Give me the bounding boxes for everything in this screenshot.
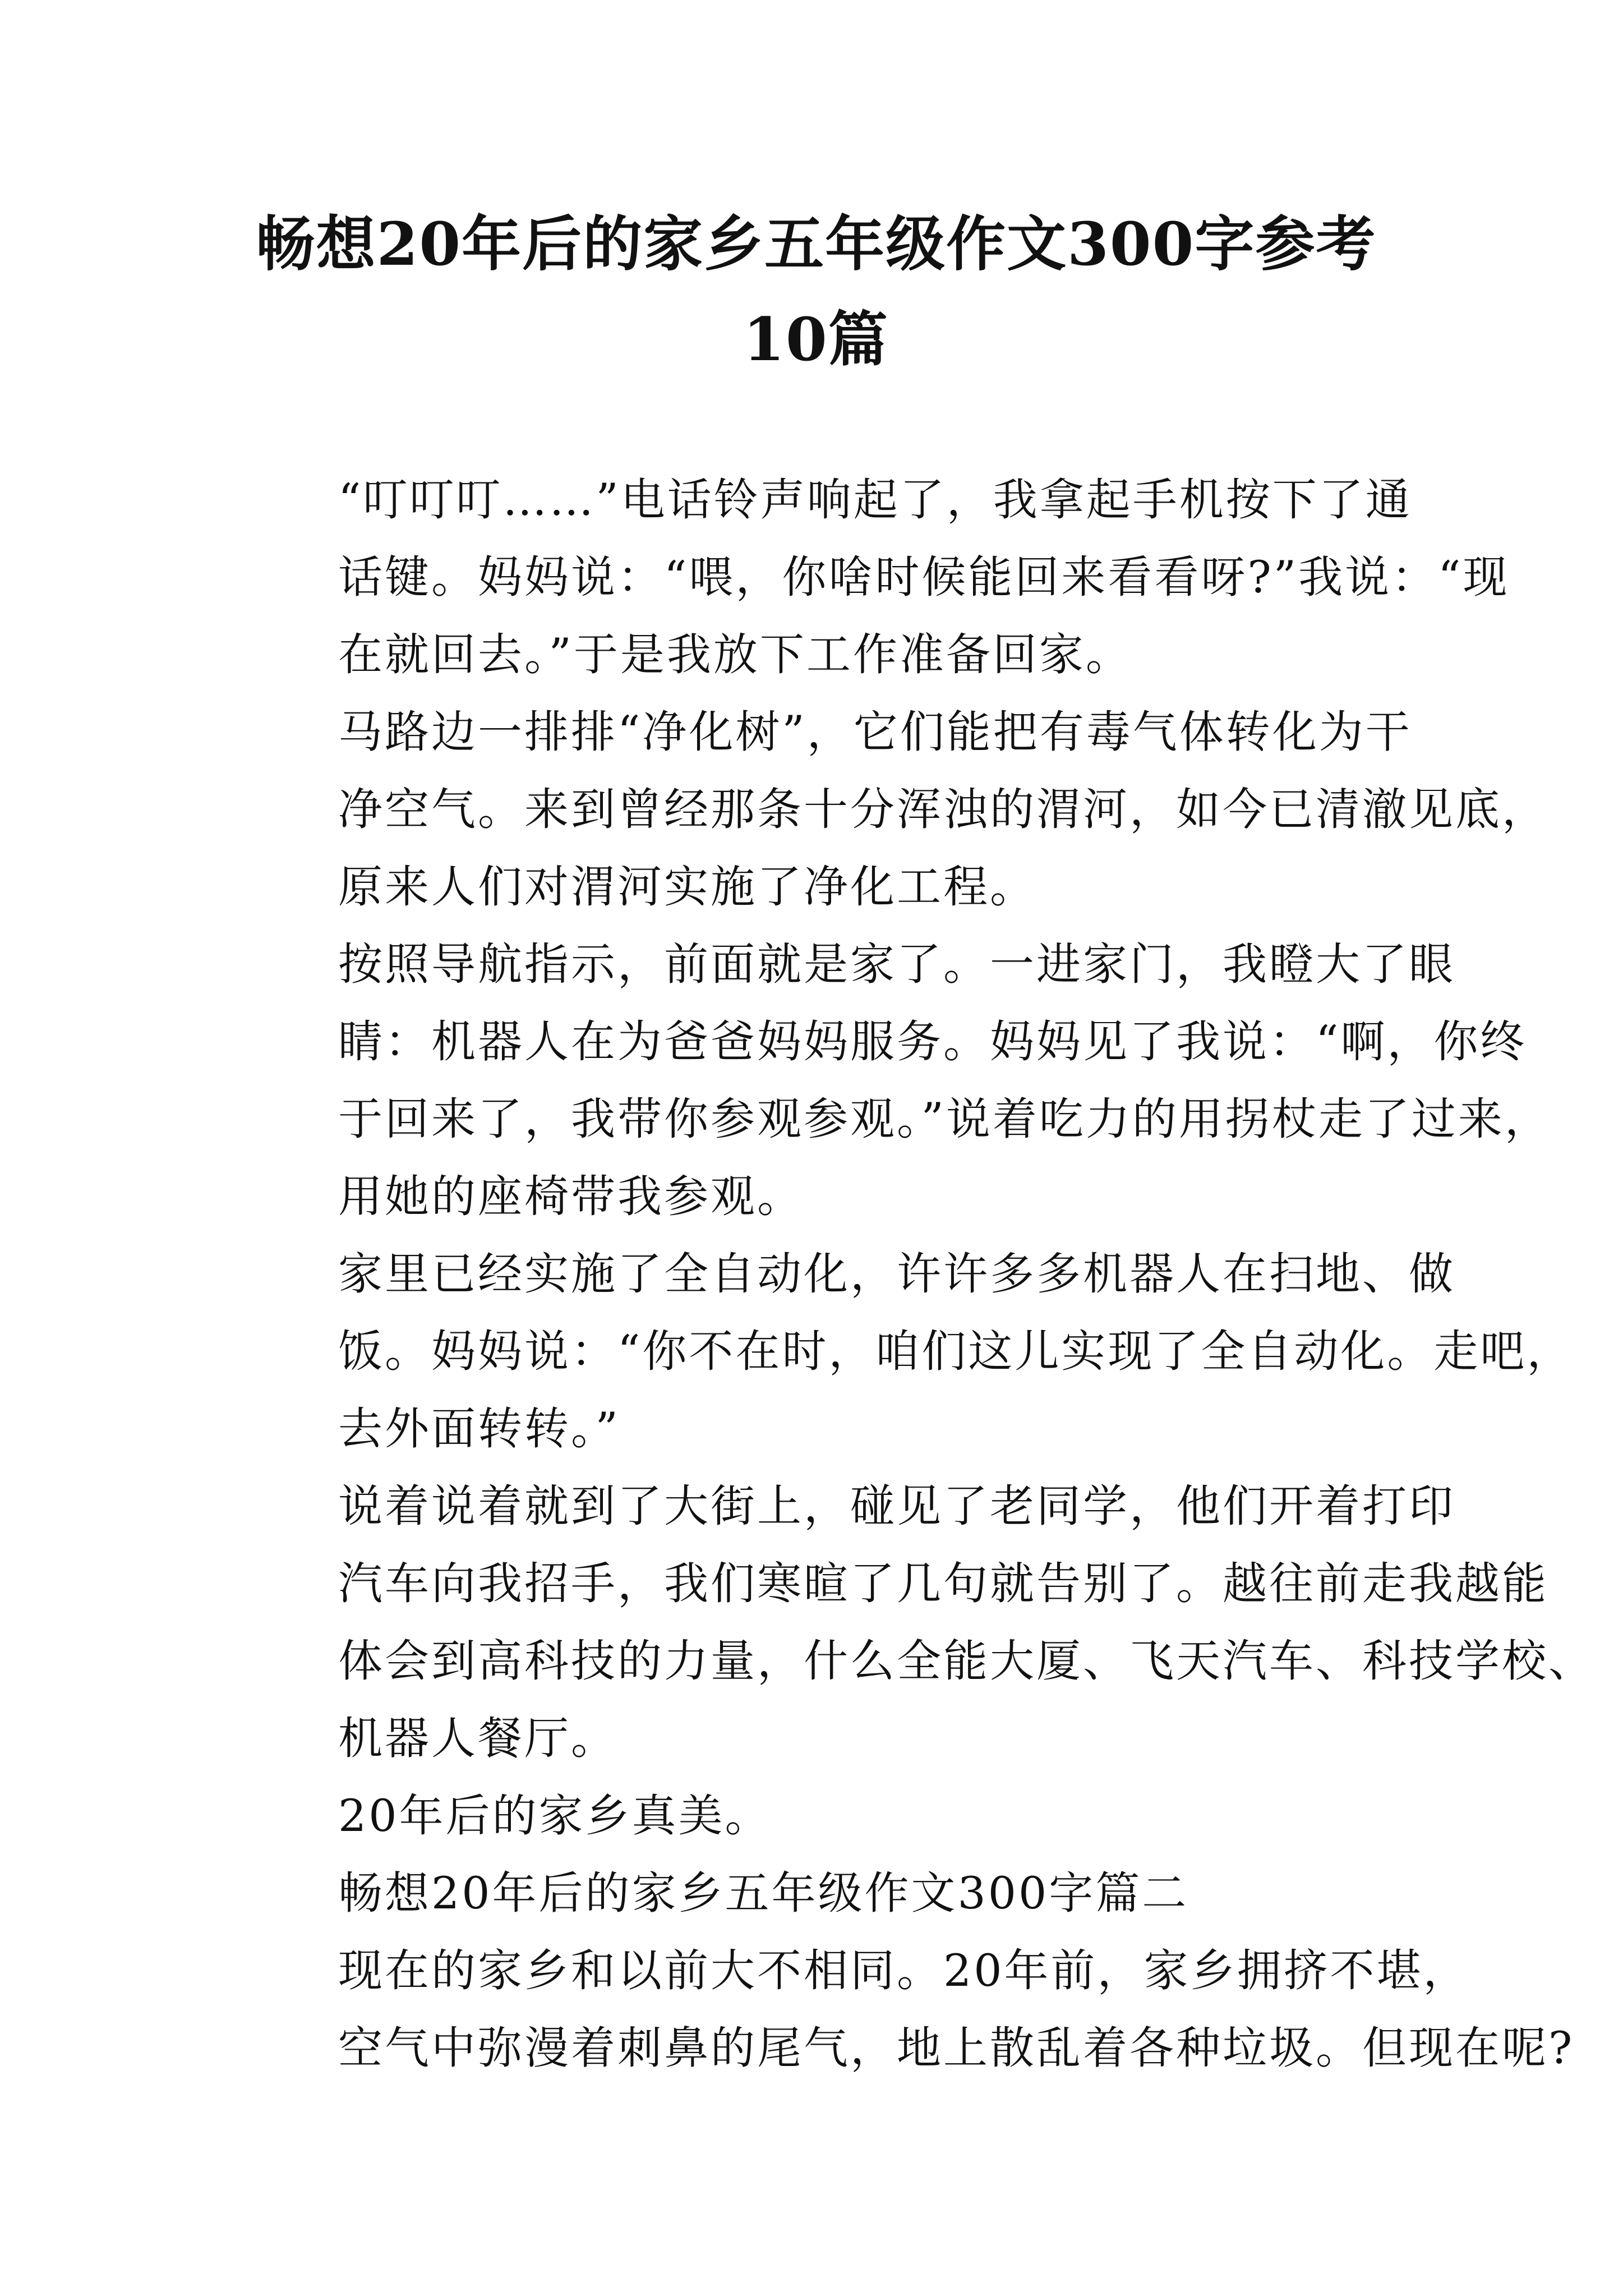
text-line: 话键。妈妈说：“喂，你啥时候能回来看看呀?”我说：“现 [338,551,1510,603]
text-line: 于回来了，我带你参观参观。”说着吃力的用拐杖走了过来， [338,1093,1551,1145]
text-line: 20年后的家乡真美。 [338,1790,772,1842]
text-line: 说着说着就到了大街上，碰见了老同学，他们开着打印 [338,1480,1455,1532]
section-heading-2 [250,1855,1388,1932]
text-line: 睛：机器人在为爸爸妈妈服务。妈妈见了我说：“啊，你终 [338,1016,1527,1068]
text-line: 去外面转转。” [338,1403,620,1455]
document-title [247,196,1385,387]
text-line: 净空气。来到曾经那条十分浑浊的渭河，如今已清澈见底， [338,784,1548,835]
text-line: 按照导航指示，前面就是家了。一进家门，我瞪大了眼 [338,938,1455,990]
paragraph-3 [250,926,1551,1235]
paragraph-6 [250,1777,1388,1855]
text-line: 现在的家乡和以前大不相同。20年前，家乡拥挤不堪， [338,1945,1470,1996]
text-line: 畅想20年后的家乡五年级作文300字篇二 [338,1867,1189,1919]
text-line: 饭。妈妈说：“你不在时，咱们这儿实现了全自动化。走吧， [338,1326,1574,1377]
text-line: 在就回去。”于是我放下工作准备回家。 [338,629,1132,680]
text-line: 原来人们对渭河实施了净化工程。 [338,861,1036,913]
paragraph-7 [250,1932,1575,2087]
title-line-2: 10篇 [743,304,889,374]
paragraph-4 [250,1235,1574,1467]
text-line: “叮叮叮……”电话铃声响起了，我拿起手机按下了通 [338,474,1412,526]
text-line: 用她的座椅带我参观。 [338,1171,804,1222]
document-body [250,461,1595,2087]
text-line: 机器人餐厅。 [338,1713,617,1764]
paragraph-5 [250,1467,1595,1777]
paragraph-1 [250,461,1510,693]
text-line: 马路边一排排“净化树”，它们能把有毒气体转化为干 [338,706,1412,758]
text-line: 汽车向我招手，我们寒暄了几句就告别了。越往前走我越能 [338,1558,1548,1609]
text-line: 体会到高科技的力量，什么全能大厦、飞天汽车、科技学校、 [338,1635,1595,1687]
text-line: 空气中弥漫着刺鼻的尾气，地上散乱着各种垃圾。但现在呢? [338,2022,1575,2074]
paragraph-2 [250,693,1548,926]
title-line-1: 畅想20年后的家乡五年级作文300字参考 [255,209,1377,279]
text-line: 家里已经实施了全自动化，许许多多机器人在扫地、做 [338,1248,1455,1300]
